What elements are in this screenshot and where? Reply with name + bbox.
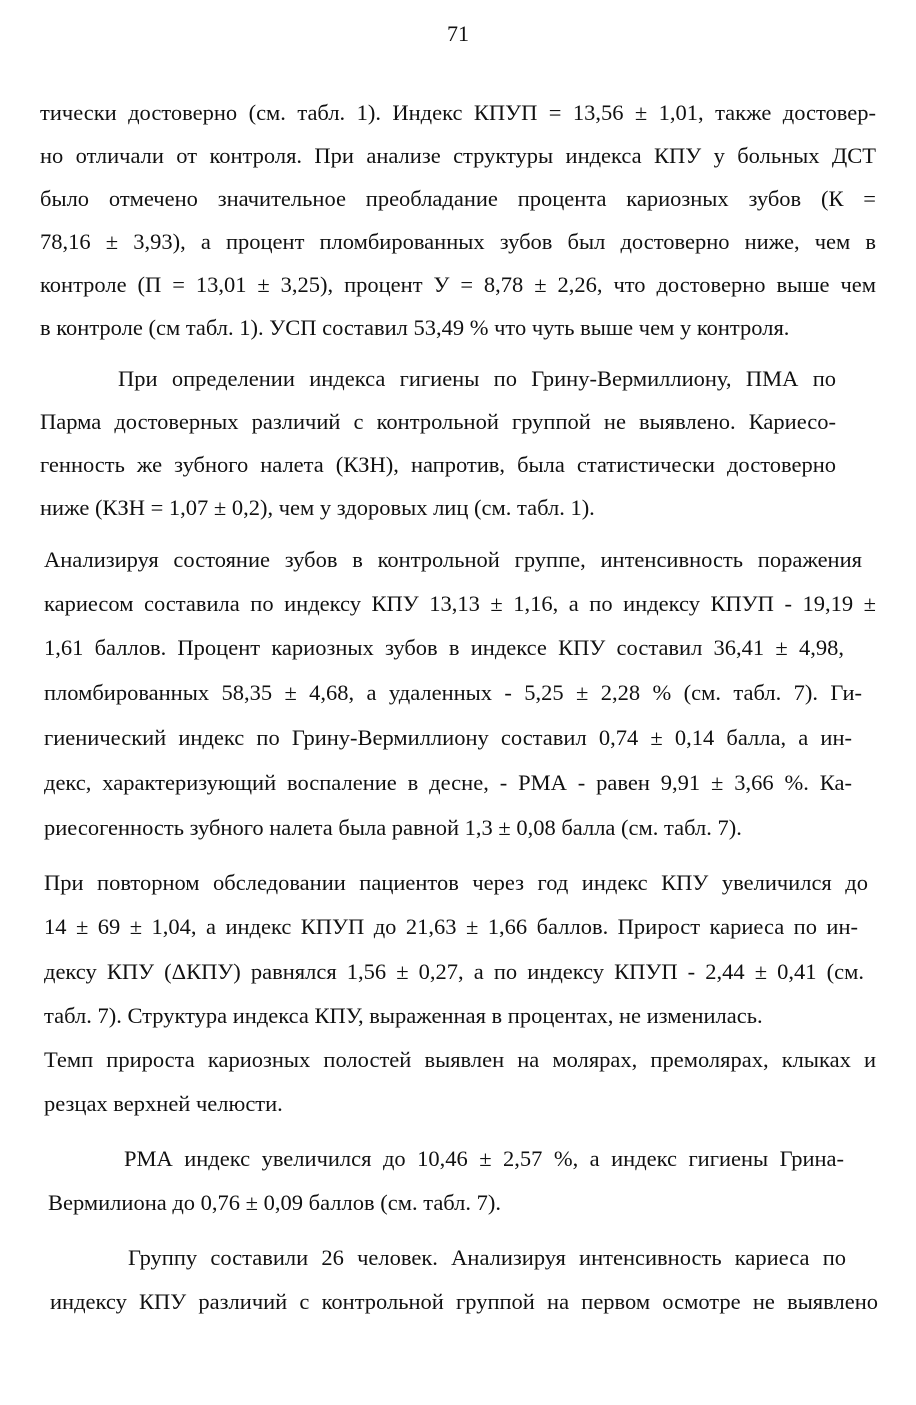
paragraph-1-line-2: но отличали от контроля. При анализе структуры индекса КПУ у больных ДСТ xyxy=(40,143,876,168)
paragraph-5-line-2: Вермилиона до 0,76 ± 0,09 баллов (см. табл. 7). xyxy=(48,1190,502,1215)
paragraph-3-line-6: декс, характеризующий воспаление в десне, - РМА - равен 9,91 ± 3,66 %. Ка- xyxy=(44,770,852,795)
paragraph-6-line-2: индексу КПУ различий с контрольной группой на первом осмотре не выявлено xyxy=(50,1289,878,1314)
paragraph-3-line-7: риесогенность зубного налета была равной 1,3 ± 0,08 балла (см. табл. 7). xyxy=(44,815,742,840)
paragraph-1-line-6: в контроле (см табл. 1). УСП составил 53,49 % что чуть выше чем у контроля. xyxy=(40,315,790,340)
paragraph-3-line-5: гиенический индекс по Грину-Вермиллиону составил 0,74 ± 0,14 балла, а ин- xyxy=(44,725,852,750)
paragraph-2-line-4: ниже (КЗН = 1,07 ± 0,2), чем у здоровых лиц (см. табл. 1). xyxy=(40,495,595,520)
page-number: 71 xyxy=(447,21,469,46)
paragraph-1-line-4: 78,16 ± 3,93), а процент пломбированных зубов был достоверно ниже, чем в xyxy=(40,229,876,254)
paragraph-2-line-1: При определении индекса гигиены по Грину-Вермиллиону, ПМА по xyxy=(118,366,836,391)
paragraph-1-line-1: тически достоверно (см. табл. 1). Индекс КПУП = 13,56 ± 1,01, также достовер- xyxy=(40,100,876,125)
paragraph-3-line-4: пломбированных 58,35 ± 4,68, а удаленных - 5,25 ± 2,28 % (см. табл. 7). Ги- xyxy=(44,680,862,705)
paragraph-3-line-1: Анализируя состояние зубов в контрольной группе, интенсивность поражения xyxy=(44,547,862,572)
paragraph-4-line-1: При повторном обследовании пациентов через год индекс КПУ увеличился до xyxy=(44,870,868,895)
paragraph-3-line-2: кариесом составила по индексу КПУ 13,13 ± 1,16, а по индексу КПУП - 19,19 ± xyxy=(44,591,876,616)
paragraph-6-line-1: Группу составили 26 человек. Анализируя интенсивность кариеса по xyxy=(128,1245,846,1270)
paragraph-1-line-5: контроле (П = 13,01 ± 3,25), процент У = 8,78 ± 2,26, что достоверно выше чем xyxy=(40,272,876,297)
paragraph-1-line-3: было отмечено значительное преобладание процента кариозных зубов (К = xyxy=(40,186,876,211)
paragraph-4-line-2: 14 ± 69 ± 1,04, а индекс КПУП до 21,63 ± 1,66 баллов. Прирост кариеса по ин- xyxy=(44,914,858,939)
paragraph-2-line-3: генность же зубного налета (КЗН), напротив, была статистически достоверно xyxy=(40,452,836,477)
paragraph-4-line-4: табл. 7). Структура индекса КПУ, выраженная в процентах, не изменилась. xyxy=(44,1003,763,1028)
paragraph-3-line-3: 1,61 баллов. Процент кариозных зубов в индексе КПУ составил 36,41 ± 4,98, xyxy=(44,635,844,660)
paragraph-4-line-6: резцах верхней челюсти. xyxy=(44,1091,283,1116)
paragraph-2-line-2: Парма достоверных различий с контрольной группой не выявлено. Кариесо- xyxy=(40,409,836,434)
paragraph-4-line-3: дексу КПУ (ΔКПУ) равнялся 1,56 ± 0,27, а по индексу КПУП - 2,44 ± 0,41 (см. xyxy=(44,959,864,984)
paragraph-4-line-5: Темп прироста кариозных полостей выявлен на молярах, премолярах, клыках и xyxy=(44,1047,876,1072)
paragraph-5-line-1: РМА индекс увеличился до 10,46 ± 2,57 %, а индекс гигиены Грина- xyxy=(124,1146,844,1171)
